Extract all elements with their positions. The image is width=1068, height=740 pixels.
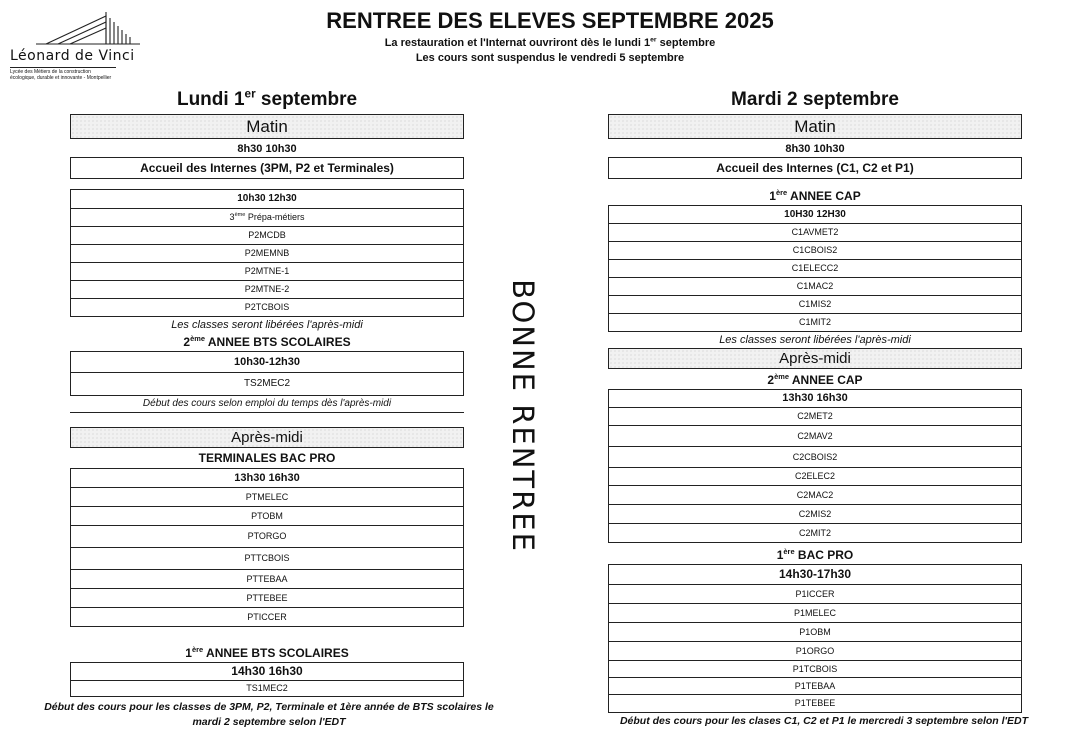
- monday-bts1-time: 14h30 16h30: [231, 664, 303, 678]
- monday-bts2-b: ANNEE BTS SCOLAIRES: [205, 335, 351, 349]
- monday-note-1: Les classes seront libérées l'après-midi: [171, 319, 363, 331]
- monday-title-sup: er: [244, 87, 256, 101]
- table-row: P1MELEC: [609, 603, 1021, 622]
- monday-bts1-table: [70, 662, 464, 697]
- monday-block1-first-a: 3: [229, 212, 235, 222]
- monday-column: [70, 88, 464, 697]
- table-row: C1MAC2: [609, 277, 1021, 295]
- table-row: P2MTNE-1: [71, 262, 463, 280]
- tuesday-bac1-a: 1: [776, 548, 784, 562]
- tuesday-afternoon-band: Après-midi: [608, 348, 1022, 369]
- tuesday-bac1-sup: ère: [783, 547, 795, 556]
- table-row: PTMELEC: [71, 487, 463, 506]
- monday-terminales-table: [70, 468, 464, 627]
- tuesday-cap1-sup: ère: [775, 188, 788, 197]
- table-row: C2MIS2: [609, 504, 1021, 523]
- logo-rule: [10, 67, 116, 68]
- table-row: PTICCER: [71, 607, 463, 626]
- tuesday-note-1: Les classes seront libérées l'après-midi: [719, 334, 911, 346]
- bonne-rentree-vertical-text: [448, 266, 598, 566]
- monday-morning-band: Matin: [70, 114, 464, 139]
- tuesday-cap1-label: [608, 187, 1022, 205]
- page-header: [250, 6, 850, 66]
- page-title: RENTREE DES ELEVES SEPTEMBRE 2025: [326, 8, 774, 33]
- table-row: C2ELEC2: [609, 467, 1021, 485]
- table-row: C2MET2: [609, 407, 1021, 425]
- tuesday-morning-band: Matin: [608, 114, 1022, 139]
- logo-tagline-2: écologique, durable et innovante - Montpellier: [10, 75, 112, 81]
- tuesday-cap1-table: [608, 205, 1022, 332]
- tuesday-final-note: Début des cours pour les clases C1, C2 et P1 le mercredi 3 septembre selon l'EDT: [619, 715, 1029, 727]
- table-row: C2CBOIS2: [609, 446, 1021, 467]
- tuesday-cap2-a: 2: [767, 373, 775, 387]
- table-row: P2MCDB: [71, 226, 463, 244]
- header-line-1-b: septembre: [656, 37, 716, 49]
- monday-block1-table: [70, 189, 464, 317]
- monday-bts1-label: [70, 644, 464, 662]
- monday-afternoon-band: Après-midi: [70, 427, 464, 448]
- table-row: C2MAV2: [609, 425, 1021, 446]
- monday-bts1-a: 1: [185, 646, 192, 660]
- table-row: PTTEBAA: [71, 569, 463, 588]
- tuesday-first-time: 8h30 10h30: [785, 143, 845, 155]
- tuesday-accueil: Accueil des Internes (C1, C2 et P1): [608, 157, 1022, 179]
- monday-first-time: 8h30 10h30: [237, 143, 297, 155]
- table-row: C1AVMET2: [609, 223, 1021, 241]
- monday-bts2-table: [70, 351, 464, 396]
- monday-final-note-2: mardi 2 septembre selon l'EDT: [192, 716, 346, 728]
- header-line-1-a: La restauration et l'Internat ouvriront dès le lundi 1: [384, 37, 651, 49]
- tuesday-bac1-time: 14h30-17h30: [778, 567, 852, 581]
- header-line-2: Les cours sont suspendus le vendredi 5 septembre: [415, 52, 685, 64]
- monday-bts2-time: 10h30-12h30: [233, 356, 301, 368]
- table-row: P1TCBOIS: [609, 660, 1021, 677]
- tuesday-bac1-table: [608, 564, 1022, 713]
- tuesday-cap1-time: 10H30 12H30: [784, 209, 846, 220]
- monday-terminales-label: TERMINALES BAC PRO: [198, 451, 336, 465]
- monday-bts2-label: [70, 333, 464, 351]
- monday-block1-time: 10h30 12h30: [237, 193, 297, 204]
- table-row: PTTCBOIS: [71, 547, 463, 569]
- table-row: P2MEMNB: [71, 244, 463, 262]
- tuesday-bac1-b: BAC PRO: [794, 548, 854, 562]
- table-row: P1ORGO: [609, 641, 1021, 660]
- table-row: PTORGO: [71, 525, 463, 547]
- tuesday-cap1-a: 1: [769, 189, 776, 203]
- table-row: P1OBM: [609, 622, 1021, 641]
- table-row: PTTEBEE: [71, 588, 463, 607]
- monday-bts1-sup: ère: [191, 645, 204, 654]
- table-row: C2MIT2: [609, 523, 1021, 542]
- table-row: C1MIS2: [609, 295, 1021, 313]
- monday-block1-first-sup: ème: [234, 212, 246, 218]
- logo-tagline: [10, 69, 150, 81]
- tuesday-cap1-b: ANNEE CAP: [787, 189, 861, 203]
- table-row: C1MIT2: [609, 313, 1021, 331]
- monday-terminales-time: 13h30 16h30: [234, 472, 300, 484]
- monday-accueil: Accueil des Internes (3PM, P2 et Terminales): [70, 157, 464, 179]
- header-line-1: [250, 36, 850, 51]
- monday-note-2: Début des cours selon emploi du temps dès l'après-midi: [70, 396, 464, 413]
- table-row: C1CBOIS2: [609, 241, 1021, 259]
- monday-bts2-sup: ème: [190, 334, 205, 343]
- tuesday-cap2-table: [608, 389, 1022, 543]
- monday-block1-first-b: Prépa-métiers: [245, 212, 305, 222]
- table-row: P2TCBOIS: [71, 298, 463, 316]
- monday-title-a: Lundi 1: [176, 89, 245, 110]
- tuesday-title: Mardi 2 septembre: [731, 89, 899, 110]
- table-row: C1ELECC2: [609, 259, 1021, 277]
- monday-title: [70, 88, 464, 112]
- table-row: [71, 208, 463, 226]
- table-row: P1TEBEE: [609, 694, 1021, 712]
- table-row: TS1MEC2: [71, 680, 463, 696]
- bonne-rentree-text: BONNE RENTREE: [506, 279, 540, 553]
- monday-final-note: [14, 700, 524, 730]
- tuesday-cap2-time: 13h30 16h30: [782, 392, 848, 404]
- tuesday-bac1-label: [608, 546, 1022, 564]
- tuesday-cap2-b: ANNEE CAP: [789, 373, 863, 387]
- table-row: C2MAC2: [609, 485, 1021, 504]
- table-row: P1TEBAA: [609, 677, 1021, 694]
- table-row: PTOBM: [71, 506, 463, 525]
- header-line-1-sup: er: [650, 36, 657, 44]
- tuesday-cap2-sup: ème: [774, 372, 789, 381]
- school-logo: [6, 4, 146, 84]
- monday-bts1-b: ANNEE BTS SCOLAIRES: [203, 646, 349, 660]
- tuesday-column: [608, 88, 1022, 713]
- table-row: TS2MEC2: [71, 372, 463, 395]
- logo-tagline-1: Lycée des Métiers de la construction: [10, 69, 91, 75]
- table-row: P1ICCER: [609, 584, 1021, 603]
- tuesday-cap2-label: [608, 371, 1022, 389]
- building-logo-icon: [6, 4, 146, 50]
- monday-final-note-1: Début des cours pour les classes de 3PM, P2, Terminale et 1ère année de BTS scolaires le: [44, 701, 494, 713]
- monday-title-b: septembre: [255, 89, 358, 110]
- logo-name: Léonard de Vinci: [10, 48, 135, 64]
- monday-bts2-a: 2: [183, 335, 191, 349]
- table-row: P2MTNE-2: [71, 280, 463, 298]
